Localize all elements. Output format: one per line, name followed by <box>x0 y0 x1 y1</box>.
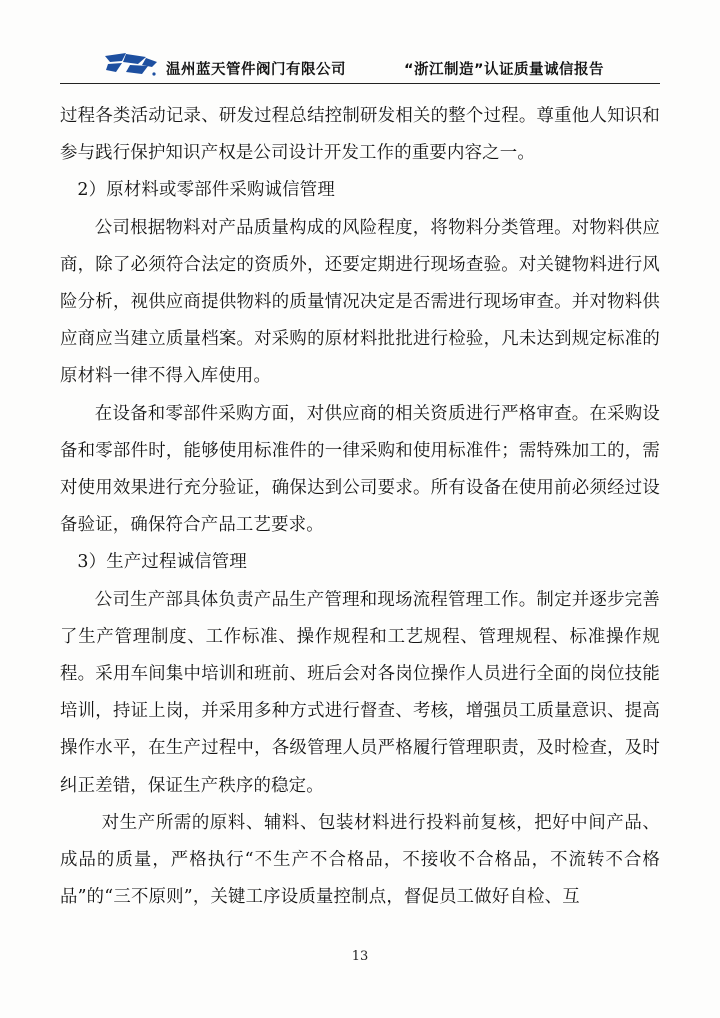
header-company-name: 温州蓝天管件阀门有限公司 <box>166 62 346 78</box>
paragraph-continued: 过程各类活动记录、研发过程总结控制研发相关的整个过程。尊重他人知识和参与践行保护知识产权是公司设计开发工作的重要内容之一。 <box>60 106 660 164</box>
paragraph-equipment-purchasing: 在设备和零部件采购方面，对供应商的相关资质进行严格审查。在采购设备和零部件时，能够使用标准件的一律采购和使用标准件；需特殊加工的，需对使用效果进行充分验证，确保达到公司要求。所有设备在使用前必须经过设备验证，确保符合产品工艺要求。 <box>60 403 660 536</box>
paragraph-material-classification: 公司根据物料对产品质量构成的风险程度，将物料分类管理。对物料供应商，除了必须符合法定的资质外，还要定期进行现场查验。对关键物料进行风险分析，视供应商提供物料的质量情况决定是否需进行现场审查。并对物料供应商应当建立质量档案。对采购的原材料批批进行检验，凡未达到规定标准的原材料一律不得入库使用。 <box>60 217 660 387</box>
document-body <box>60 98 660 916</box>
page-number: 13 <box>351 949 369 964</box>
header-report-title: “浙江制造”认证质量诚信报告 <box>404 62 605 78</box>
company-logo-icon <box>102 50 160 80</box>
paragraph-production-management: 公司生产部具体负责产品生产管理和现场流程管理工作。制定并逐步完善了生产管理制度、工作标准、操作规程和工艺规程、管理规程、标准操作规程。采用车间集中培训和班前、班后会对各岗位操作人员进行全面的岗位技能培训，持证上岗，并采用多种方式进行督查、考核，增强员工质量意识、提高操作水平，在生产过程中，各级管理人员严格履行管理职责，及时检查，及时纠正差错，保证生产秩序的稳定。 <box>60 589 660 796</box>
section-heading-production-process: 3）生产过程诚信管理 <box>77 552 247 573</box>
page-header <box>60 42 660 80</box>
header-divider <box>60 83 660 84</box>
paragraph-three-no-principles: 对生产所需的原料、辅料、包装材料进行投料前复核，把好中间产品、成品的质量，严格执行“不生产不合格品，不接收不合格品，不流转不合格品”的“三不原则”，关键工序设质量控制点，督促员工做好自检、互 <box>60 812 660 908</box>
section-heading-raw-material-purchasing: 2）原材料或零部件采购诚信管理 <box>77 180 335 201</box>
